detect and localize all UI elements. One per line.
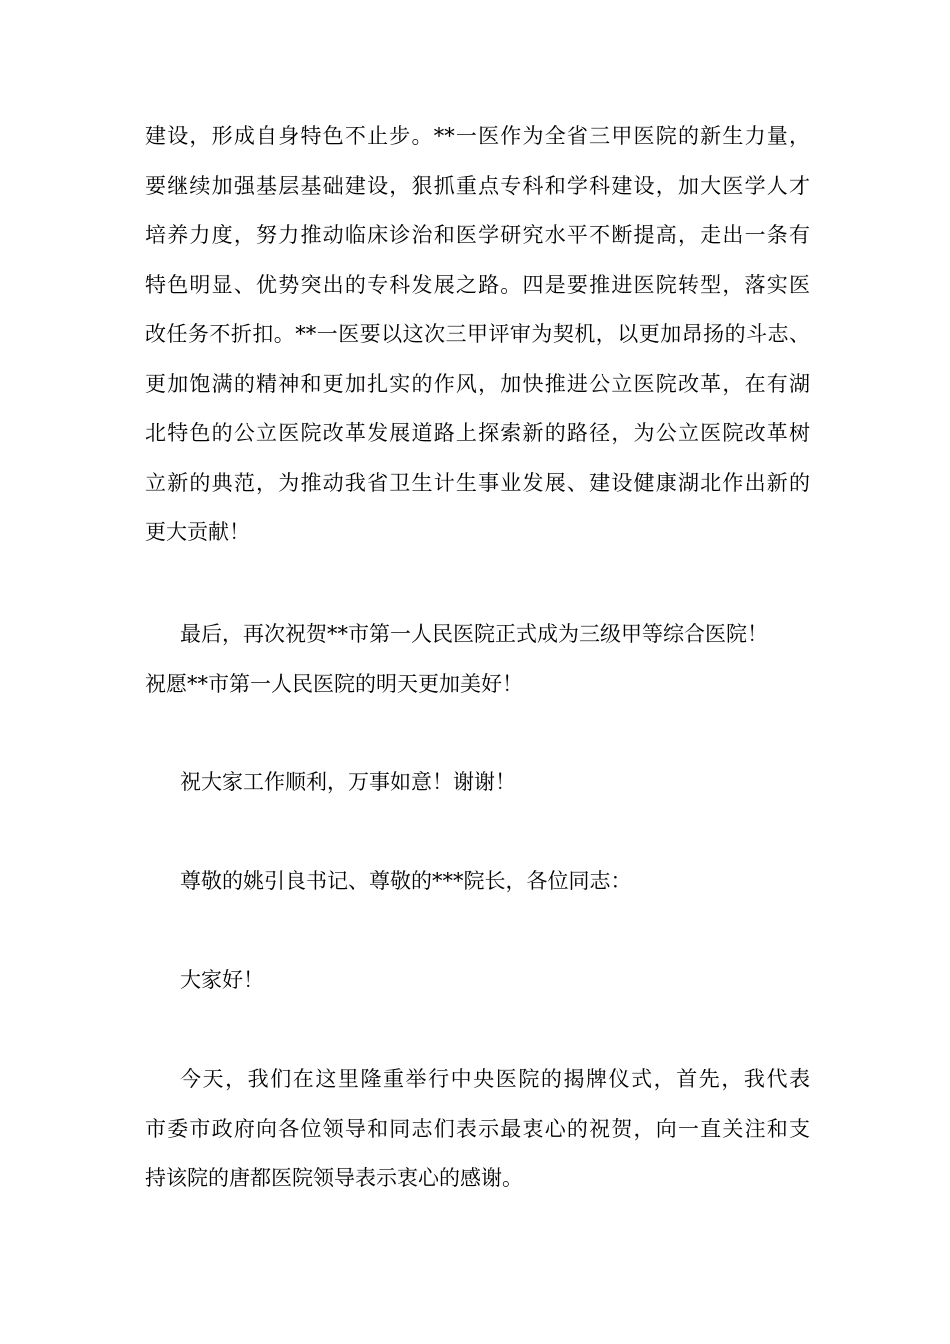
paragraph-congratulations — [145, 610, 810, 709]
text-line: 改任务不折扣。**一医要以这次三甲评审为契机，以更加昂扬的斗志、 — [145, 322, 810, 346]
text-line: 培养力度，努力推动临床诊治和医学研究水平不断提高，走出一条有 — [145, 223, 810, 247]
text-line: 特色明显、优势突出的专科发展之路。四是要推进医院转型，落实医 — [145, 272, 810, 297]
paragraph-wishes — [145, 758, 810, 808]
text-line: 更加饱满的精神和更加扎实的作风，加快推进公立医院改革，在有湖 — [145, 371, 810, 396]
paragraph-salutation — [145, 857, 810, 907]
text-line: 祝大家工作顺利，万事如意！谢谢！ — [180, 770, 516, 794]
text-line: 大家好！ — [180, 968, 264, 992]
text-line: 立新的典范，为推动我省卫生计生事业发展、建设健康湖北作出新的 — [145, 470, 810, 495]
text-line: 建设，形成自身特色不止步。**一医作为全省三甲医院的新生力量， — [145, 124, 810, 148]
text-line: 更大贡献！ — [145, 520, 250, 544]
paragraph-greeting — [145, 956, 810, 1006]
paragraph-continuation — [145, 112, 810, 558]
text-line: 今天，我们在这里隆重举行中央医院的揭牌仪式，首先，我代表 — [180, 1067, 810, 1091]
text-line: 尊敬的姚引良书记、尊敬的***院长，各位同志： — [180, 869, 632, 893]
text-line: 祝愿**市第一人民医院的明天更加美好！ — [145, 671, 523, 696]
text-line: 要继续加强基层基础建设，狠抓重点专科和学科建设，加大医学人才 — [145, 173, 810, 198]
text-line: 北特色的公立医院改革发展道路上探索新的路径，为公立医院改革树 — [145, 421, 810, 445]
text-line: 持该院的唐都医院领导表示衷心的感谢。 — [145, 1166, 523, 1190]
text-line: 最后，再次祝贺**市第一人民医院正式成为三级甲等综合医院！ — [180, 622, 768, 646]
paragraph-opening — [145, 1055, 810, 1204]
text-line: 市委市政府向各位领导和同志们表示最衷心的祝贺，向一直关注和支 — [145, 1116, 810, 1141]
